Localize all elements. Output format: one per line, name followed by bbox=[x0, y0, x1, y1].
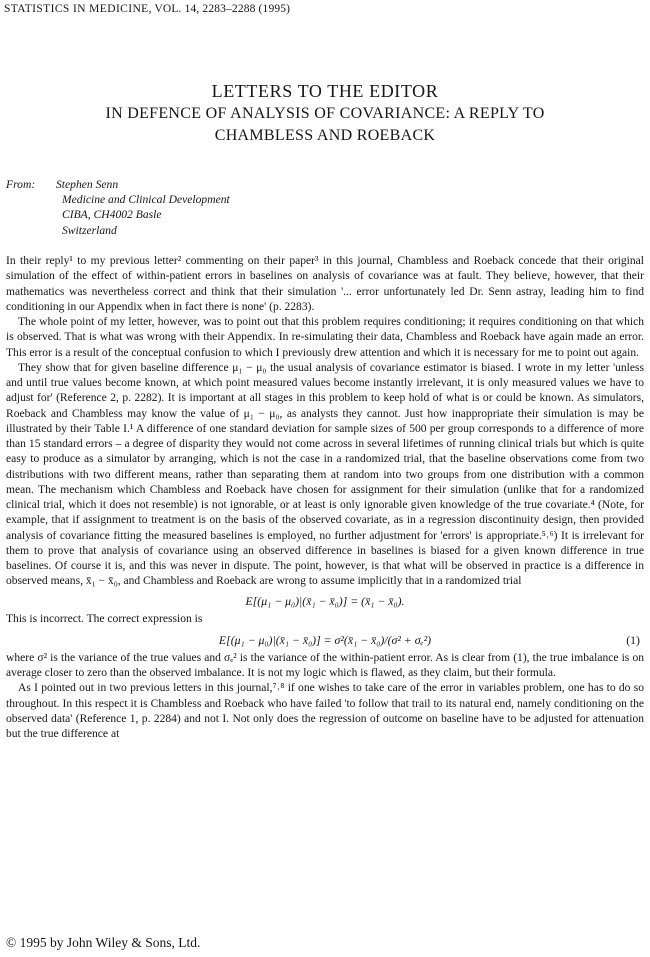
author-block bbox=[6, 177, 230, 238]
statement: This is incorrect. The correct expression is bbox=[6, 612, 203, 625]
paragraph-2: The whole point of my letter, however, was to point out that this problem requires conditioning; it requires conditioning on that which is observed. That is what was wrong with their Appendix. In re-simulating their data, Chambless and Roeback have again made an error. This error is a result of the conceptual confusion to which I previously drew attention and which it is necessary for me to point out again. bbox=[6, 316, 644, 359]
equation-1-text: E[(μ₁ − μ₀)|(x̄₁ − x̄₀)] = σ²(x̄₁ − x̄₀)/(σ² + σₑ²) bbox=[218, 632, 432, 647]
journal-details: , VOL. 14, 2283–2288 (1995) bbox=[148, 3, 291, 15]
equation-number: (1) bbox=[626, 632, 640, 647]
author-country: Switzerland bbox=[62, 223, 117, 237]
author-name: Stephen Senn bbox=[56, 178, 119, 191]
equation-a-text: E[(μ₁ − μ₀)|(x̄₁ − x̄₀)] = (x̄₁ − x̄₀). bbox=[245, 593, 405, 608]
paragraph-5: As I pointed out in two previous letters in this journal,⁷˒⁸ if one wishes to take care of the error in variables problem, one has to do so throughout. In this respect it is Chambless and Roeback who have failed 'to follow that trail to its natural end, namely conditioning on the observed data' (Reference 1, p. 2284) and not I. Not only does the regression of outcome on baseline have to be adjusted for attenuation but the true difference at bbox=[6, 682, 644, 740]
paragraph-4: where σ² is the variance of the true values and σₑ² is the variance of the within-patient error. As is clear from (1), the true imbalance is on average closer to zero than the observed imbalance. It is not my logic which is flawed, as they claim, but their formula. bbox=[6, 651, 644, 679]
copyright-line: © 1995 by John Wiley & Sons, Ltd. bbox=[6, 935, 201, 950]
author-address: CIBA, CH4002 Basle bbox=[62, 208, 162, 222]
letter-body bbox=[6, 254, 644, 742]
paragraph-1: In their reply¹ to my previous letter² commenting on their paper³ in this journal, Chambless and Roeback concede that their original simulation of the effect of within-patient errors in baselines on analysis of covariance was at fault. They believe, however, that their mathematics was nevertheless correct and think that their simulation '... error unfortunately led Dr. Senn astray, leading him to find conditioning in our Appendix when in fact there is none' (p. 2283). bbox=[6, 255, 644, 313]
from-label: From: bbox=[6, 178, 36, 191]
paragraph-3: They show that for given baseline difference μ₁ − μ₀ the usual analysis of covariance estimator is biased. I wrote in my letter 'unless and until true values become known, at which point measured values become instantly irrelevant, it is only measured values we have to adjust for' (Reference 2, p. 2282). It is important at all stages in this problem to keep hold of what is or could be known. As simulators, Roeback and Chambless may know the value of μ₁ − μ₀, as analysts they cannot. Just how inappropriate their simulation is may be illustrated by their Table I.¹ A difference of one standard deviation for sample sizes of 500 per group corresponds to a difference of more than 15 standard errors – a degree of disparity they would not come across in several lifetimes of running clinical trials but which is quite easy to produce as a simulator by arranging, which is not the case in a randomized trial, that the baseline observations come from two distributions with two different means, rather than separating them at random into two groups from one distribution with a common mean. The mechanism which Chambless and Roeback have chosen for assignment for their simulation (unlike that for a randomized clinical trial, which it does not resemble) is not ignorable, or at least is only ignorable given knowledge of the true covariate.⁴ (Note, for example, that if assignment to treatment is on the basis of the observed covariate, as in a regression discontinuity design, then provided analysis of covariance fitting the measured baselines is employed, no further adjustment for 'errors' is appropriate.⁵˒⁶) It is irrelevant for them to prove that analysis of covariance using an observed difference in baselines is biased for a given known difference in true baselines. Of course it is, and this was never in dispute. The point, however, is that what will be observed in practice is a difference in observed means, x̄₁ − x̄₀, and Chambless and Roeback are wrong to assume implicitly that in a randomized trial bbox=[6, 361, 644, 588]
journal-name: STATISTICS IN MEDICINE bbox=[4, 3, 149, 15]
running-header bbox=[4, 3, 290, 15]
title-block bbox=[0, 80, 650, 146]
equation-1 bbox=[6, 629, 644, 651]
author-department: Medicine and Clinical Development bbox=[62, 193, 230, 207]
equation-a bbox=[6, 590, 644, 612]
section-title: LETTERS TO THE EDITOR bbox=[211, 81, 439, 101]
article-title-line-1: IN DEFENCE OF ANALYSIS OF COVARIANCE: A REPLY TO bbox=[105, 105, 545, 122]
article-title-line-2: CHAMBLESS AND ROEBACK bbox=[214, 127, 436, 144]
